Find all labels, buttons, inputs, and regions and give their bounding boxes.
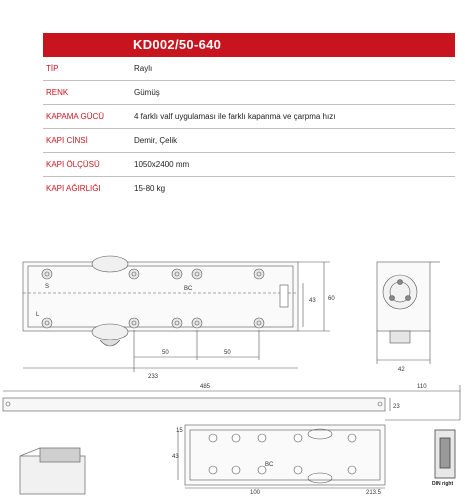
- dim-rail-height: 23: [393, 404, 400, 410]
- spec-value: 15-80 kg: [134, 184, 166, 193]
- spec-label: KAPI CİNSİ: [46, 136, 88, 145]
- spec-label: KAPI AĞIRLIĞI: [46, 184, 101, 193]
- spec-row-door-size: [43, 153, 455, 177]
- dim-43: 43: [172, 454, 179, 460]
- spec-value: Demir, Çelik: [134, 136, 178, 145]
- spec-value: 1050x2400 mm: [134, 160, 190, 169]
- door-mount-illustration: [20, 448, 85, 494]
- label-s: S: [45, 284, 50, 290]
- rail: [3, 385, 460, 420]
- spec-row-door-type: [43, 129, 455, 153]
- label-bc-bottom: BC: [265, 462, 274, 468]
- label-l: L: [36, 312, 40, 318]
- dim-side-width: 42: [398, 367, 405, 373]
- spec-value: 4 farklı valf uygulaması ile farklı kapanma ve çarpma hızı: [134, 112, 336, 121]
- spec-value: Gümüş: [134, 88, 160, 97]
- label-bc: BC: [184, 286, 193, 292]
- dim-rail-length: 485: [200, 384, 211, 390]
- side-view: [377, 262, 440, 364]
- dim-spacing-left: 50: [162, 350, 169, 356]
- spec-label: KAPAMA GÜCÜ: [46, 112, 105, 121]
- dim-height: 43: [309, 298, 316, 304]
- spec-label: KAPI ÖLÇÜSÜ: [46, 160, 100, 169]
- dim-15: 15: [176, 428, 183, 434]
- top-view: [23, 256, 330, 372]
- spec-row-type: [43, 57, 455, 81]
- dim-100: 100: [250, 490, 261, 496]
- din-right-label: DIN right: [432, 481, 454, 487]
- spec-table: [43, 33, 455, 200]
- dim-rail-end: 110: [417, 384, 427, 390]
- bottom-view: [178, 425, 385, 488]
- spec-label: RENK: [46, 88, 69, 97]
- spec-value: Raylı: [134, 64, 153, 73]
- dim-213-5: 213.5: [366, 490, 382, 496]
- din-right-illustration: [435, 430, 455, 478]
- spec-row-closing-force: [43, 105, 455, 129]
- spec-label: TİP: [46, 64, 59, 73]
- dim-spacing-right: 50: [224, 350, 231, 356]
- spec-row-door-weight: [43, 177, 455, 200]
- technical-drawing: [0, 240, 465, 497]
- spec-row-color: [43, 81, 455, 105]
- product-title: KD002/50-640: [43, 33, 455, 57]
- dim-height-outer: 60: [328, 296, 335, 302]
- dim-width: 233: [148, 374, 159, 380]
